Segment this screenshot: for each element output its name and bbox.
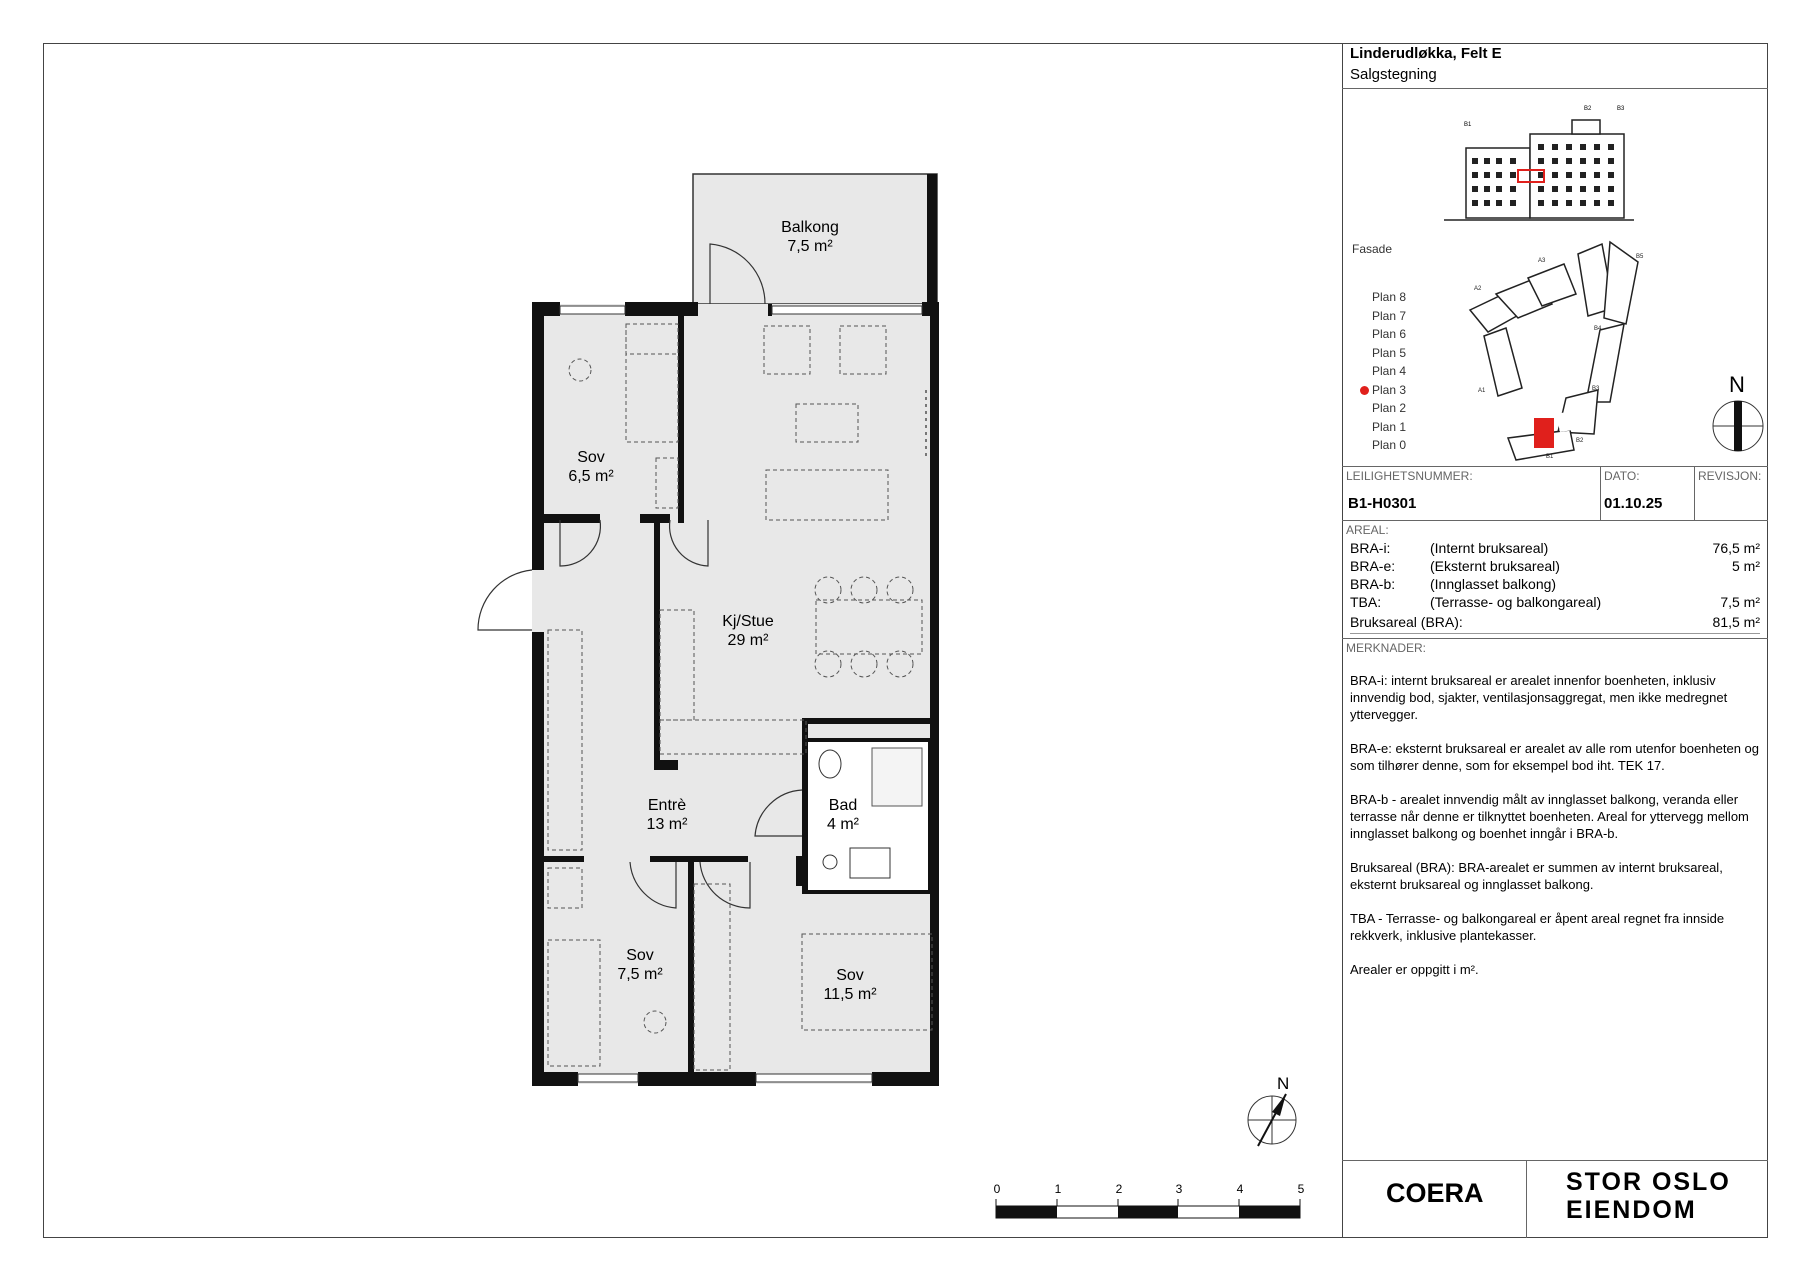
- plan-level-6: Plan 6: [1372, 327, 1407, 341]
- room-label-sov-3: [823, 966, 876, 1004]
- note-paragraph: Bruksareal (BRA): BRA-arealet er summen av internt bruksareal, eksternt bruksareal og innglasset balkong.: [1350, 860, 1723, 892]
- divider: [1526, 1160, 1527, 1238]
- fasade-label: Fasade: [1352, 242, 1393, 256]
- area-row-bra-b: [1350, 576, 1760, 594]
- project-title: Linderudløkka, Felt E: [1350, 45, 1502, 62]
- scale-tick-0: 0: [993, 1182, 1001, 1196]
- note-paragraph: TBA - Terrasse- og balkongareal er åpent areal regnet fra innside rekkverk, inklusive plantekasser.: [1350, 911, 1725, 943]
- date-value: 01.10.25: [1604, 495, 1663, 512]
- plan-level-3-active: Plan 3: [1372, 381, 1406, 400]
- fasade-marker-b2: B2: [1584, 106, 1592, 112]
- room-name: Sov: [836, 967, 864, 984]
- fasade-marker-b3: B3: [1617, 106, 1625, 112]
- coera-logo: COERA: [1386, 1178, 1484, 1208]
- divider: [1342, 1160, 1768, 1161]
- room-name: Entrè: [647, 797, 687, 814]
- area-value: 5 m²: [1732, 558, 1760, 574]
- plan-level-5: Plan 5: [1372, 345, 1407, 360]
- area-row-bra-e: [1350, 558, 1760, 576]
- room-area: 11,5 m²: [823, 986, 877, 1003]
- plan-level-7: Plan 7: [1372, 308, 1407, 323]
- area-row-bra-i: [1350, 540, 1760, 558]
- toilet: [819, 750, 841, 778]
- room-name: Balkong: [781, 219, 839, 236]
- room-label-kjstue: [722, 612, 774, 650]
- room-label-sov-2: [617, 946, 662, 984]
- room-label-entre: [647, 796, 688, 834]
- plan-level-0: Plan 0: [1372, 438, 1407, 452]
- site-marker-a1: A1: [1478, 388, 1486, 394]
- scale-tick-4: 4: [1236, 1182, 1244, 1196]
- divider: [1350, 633, 1760, 634]
- note-paragraph: BRA-i: internt bruksareal er arealet innenfor boenheten, inklusiv innvendig bod, sjakter, ventilasjonsaggregat, men ikke medregnet yttervegger.: [1350, 673, 1728, 722]
- room-area: 4 m²: [827, 816, 859, 833]
- site-marker-b3: B3: [1592, 386, 1600, 392]
- area-value: 81,5 m²: [1712, 614, 1760, 630]
- date-label: DATO:: [1604, 469, 1640, 483]
- compass-plan: [1248, 1094, 1296, 1146]
- plan-level-4: Plan 4: [1372, 364, 1407, 378]
- note-paragraph: BRA-b - arealet innvendig målt av innglasset balkong, veranda eller terrasse når denne er tilknyttet boenheten. Areal for yttervegg mellom innglasset balkong og boenhet inngår i BRA-b.: [1350, 792, 1749, 841]
- entrance-door-swing: [478, 570, 532, 630]
- notes-body: [1350, 672, 1766, 995]
- room-label-balkong: [781, 218, 839, 256]
- area-code: BRA-i:: [1350, 540, 1391, 556]
- notes-heading: MERKNADER:: [1346, 641, 1427, 655]
- compass-plan-label: N: [1277, 1074, 1290, 1093]
- area-code: BRA-b:: [1350, 576, 1396, 592]
- room-area: 13 m²: [646, 816, 688, 833]
- site-marker-b4: B4: [1594, 326, 1602, 332]
- divider: [1694, 466, 1695, 520]
- area-desc: (Terrasse- og balkongareal): [1430, 594, 1602, 610]
- room-name: Sov: [577, 449, 605, 466]
- area-desc: (Eksternt bruksareal): [1430, 558, 1560, 574]
- room-name: Kj/Stue: [722, 613, 774, 630]
- logo-line-1: STOR OSLO: [1566, 1168, 1731, 1196]
- room-area: 6,5 m²: [568, 468, 614, 485]
- scale-tick-1: 1: [1054, 1182, 1062, 1196]
- site-marker-b5: B5: [1636, 254, 1644, 260]
- area-value: 76,5 m²: [1712, 540, 1760, 556]
- note-paragraph: Arealer er oppgitt i m².: [1350, 962, 1479, 977]
- site-marker-b1: B1: [1546, 454, 1554, 460]
- room-area: 29 m²: [727, 632, 769, 649]
- note-paragraph: BRA-e: eksternt bruksareal er arealet av alle rom utenfor boenheten og som tilhører denne, som for eksempel bod iht. TEK 17.: [1350, 741, 1760, 773]
- room-name: Bad: [828, 797, 858, 814]
- scale-tick-2: 2: [1115, 1182, 1123, 1196]
- area-code: TBA:: [1350, 594, 1382, 610]
- keymap-north-label: N: [1729, 372, 1745, 397]
- revision-label: REVISJON:: [1698, 469, 1762, 483]
- site-marker-b2: B2: [1576, 438, 1584, 444]
- room-name: Sov: [626, 947, 654, 964]
- area-desc: (Innglasset balkong): [1430, 576, 1557, 592]
- site-marker-a2: A2: [1474, 286, 1482, 292]
- plan-level-list: [1372, 288, 1406, 455]
- logo-line-2: EIENDOM: [1566, 1196, 1697, 1224]
- plan-level-2: Plan 2: [1372, 401, 1407, 415]
- scale-tick-3: 3: [1175, 1182, 1183, 1196]
- scale-tick-5: 5: [1297, 1182, 1305, 1196]
- divider: [1342, 520, 1768, 521]
- divider: [1600, 466, 1601, 520]
- site-marker-a3: A3: [1538, 258, 1546, 264]
- apt-number-value: B1-H0301: [1348, 495, 1417, 512]
- room-label-bad: [827, 796, 859, 834]
- area-row-tba: [1350, 594, 1760, 612]
- area-heading: AREAL:: [1346, 523, 1389, 537]
- area-row-bra-total: [1350, 614, 1760, 632]
- divider: [1342, 466, 1768, 467]
- area-value: 7,5 m²: [1720, 594, 1760, 610]
- plan-level-8: Plan 8: [1372, 290, 1407, 304]
- fasade-marker-b1: B1: [1464, 122, 1472, 128]
- divider: [1342, 638, 1768, 639]
- plan-level-1: Plan 1: [1372, 419, 1407, 434]
- drawing-subtitle: Salgstegning: [1350, 66, 1437, 83]
- area-code: BRA-e:: [1350, 558, 1396, 574]
- area-desc: (Internt bruksareal): [1430, 540, 1549, 556]
- room-area: 7,5 m²: [617, 966, 663, 983]
- stor-oslo-eiendom-logo: [1566, 1168, 1731, 1224]
- area-code: Bruksareal (BRA):: [1350, 614, 1463, 630]
- divider: [1342, 88, 1768, 89]
- apt-number-label: LEILIGHETSNUMMER:: [1346, 469, 1473, 483]
- room-area: 7,5 m²: [787, 238, 833, 255]
- room-label-sov-1: [568, 448, 613, 486]
